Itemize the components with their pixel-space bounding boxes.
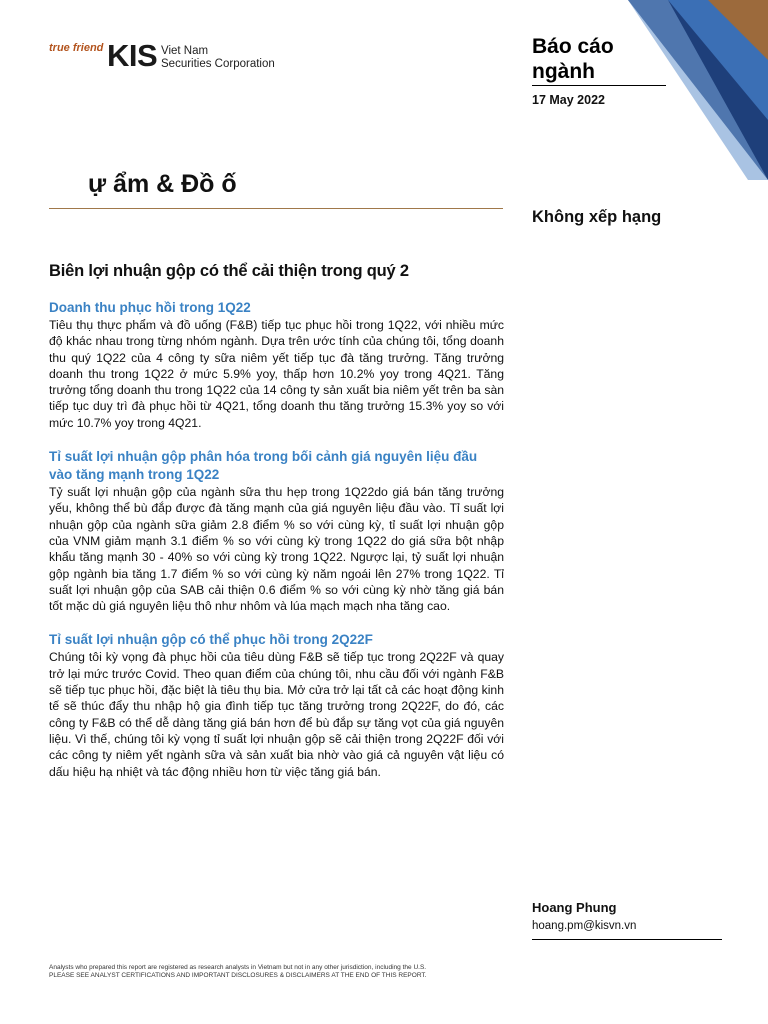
section-body: Tiêu thụ thực phẩm và đồ uống (F&B) tiếp tục phục hồi trong 1Q22, với nhiều mức độ khác nhau trong từng nhóm ngành. Dựa trên ước tính của chúng tôi, tổng doanh thu quý 1Q22 của 4 công ty sữa niêm yết tiếp tục đà tăng trưởng. Tăng trưởng doanh thu trong 1Q22 ở mức 5.9% yoy, thấp hơn 10.2% yoy trong 4Q21. Tăng trưởng tổng doanh thu trong 1Q22 của 14 công ty sản xuất bia niêm yết trên ba sàn tiếp tục duy trì đà phục hồi từ 4Q21, tổng doanh thu tăng trưởng 15.3% yoy so với mức 10.7% yoy trong 4Q21. bbox=[49, 318, 504, 430]
report-type: Báo cáo ngành bbox=[532, 35, 614, 83]
report-title: ự ẩm & Đồ ố bbox=[88, 170, 237, 198]
disclaimer-line-2: PLEASE SEE ANALYST CERTIFICATIONS AND IMPORTANT DISCLOSURES & DISCLAIMERS AT THE END OF THIS REPORT. bbox=[49, 971, 427, 979]
section-revenue bbox=[49, 299, 504, 431]
main-content bbox=[49, 262, 504, 797]
analyst-block bbox=[532, 900, 722, 932]
disclaimer bbox=[49, 964, 519, 979]
logo-company-name bbox=[161, 45, 275, 71]
section-body: Chúng tôi kỳ vọng đà phục hồi của tiêu dùng F&B sẽ tiếp tục trong 2Q22F và quay trở lại mức trước Covid. Theo quan điểm của chúng tôi, nhu cầu đối với ngành F&B sẽ tiếp tục phục hồi, đặc biệt là tiêu thụ bia. Mở cửa trở lại tất cả các hoạt động kinh tế sẽ thúc đẩy thu nhập hộ gia đình tiếp tục tăng trưởng trong 2Q22F, do đó, các công ty F&B có thể dễ dàng tăng giá bán hơn để bù đắp sự tăng vọt của giá nguyên liệu. Vì thế, chúng tôi kỳ vọng tỉ suất lợi nhuận gộp sẽ cải thiện trong 2Q22F đối với các công ty niêm yết ngành sữa và sản xuất bia nhờ vào giá cả nguyên vật liệu có dấu hiệu hạ nhiệt và tác động nhiều hơn từ việc tăng giá bán. bbox=[49, 650, 504, 779]
logo-line-1: Viet Nam bbox=[161, 45, 209, 57]
report-date: 17 May 2022 bbox=[532, 93, 605, 107]
logo-truefriend: true friend bbox=[49, 42, 104, 54]
analyst-name: Hoang Phung bbox=[532, 900, 617, 915]
logo-kis: KIS bbox=[107, 38, 158, 73]
analyst-email[interactable]: hoang.pm@kisvn.vn bbox=[532, 920, 637, 932]
section-title: Doanh thu phục hồi trong 1Q22 bbox=[49, 300, 251, 315]
report-headline: Biên lợi nhuận gộp có thể cải thiện trong quý 2 bbox=[49, 262, 409, 280]
section-title: Tỉ suất lợi nhuận gộp có thể phục hồi trong 2Q22F bbox=[49, 632, 373, 648]
title-divider bbox=[49, 208, 503, 209]
section-outlook bbox=[49, 631, 504, 779]
logo-line-2: Securities Corporation bbox=[161, 58, 275, 70]
report-type-divider bbox=[532, 85, 666, 86]
decorative-triangles bbox=[608, 0, 768, 180]
disclaimer-line-1: Analysts who prepared this report are registered as research analysts in Vietnam but not in any other jurisdiction, including the U.S. bbox=[49, 964, 427, 971]
section-body: Tỷ suất lợi nhuận gộp của ngành sữa thu hẹp trong 1Q22do giá bán tăng trưởng yếu, không thể bù đắp được đà tăng mạnh của giá nguyên liệu đầu vào. Tỉ suất lợi nhuận gộp của ngành sữa giảm 2.8 điểm % so với cùng kỳ, tỉ suất lợi nhuận gộp của VNM giảm mạnh 3.1 điểm % so với cùng kỳ trong 1Q22 do giá sữa bột nhập khẩu tăng mạnh 30 - 40% so với cùng kỳ trong 1Q22. Ngược lại, tỷ suất lợi nhuận gộp ngành bia tăng 1.7 điểm % so với cùng kỳ năm ngoái lên 27% trong 1Q22. Tỉ suất lợi nhuận gộp của SAB cải thiện 0.6 điểm % so với cùng kỳ nhờ tăng giá bán tốt mặc dù giá nguyên liệu thô như nhôm và lúa mạch mạch nha tăng cao. bbox=[49, 485, 504, 614]
report-rating: Không xếp hạng bbox=[532, 208, 662, 226]
section-title: Tỉ suất lợi nhuận gộp phân hóa trong bối cảnh giá nguyên liệu đầu vào tăng mạnh trong 1Q22 bbox=[49, 449, 478, 483]
analyst-divider bbox=[532, 939, 722, 940]
section-gross-margin bbox=[49, 448, 504, 614]
